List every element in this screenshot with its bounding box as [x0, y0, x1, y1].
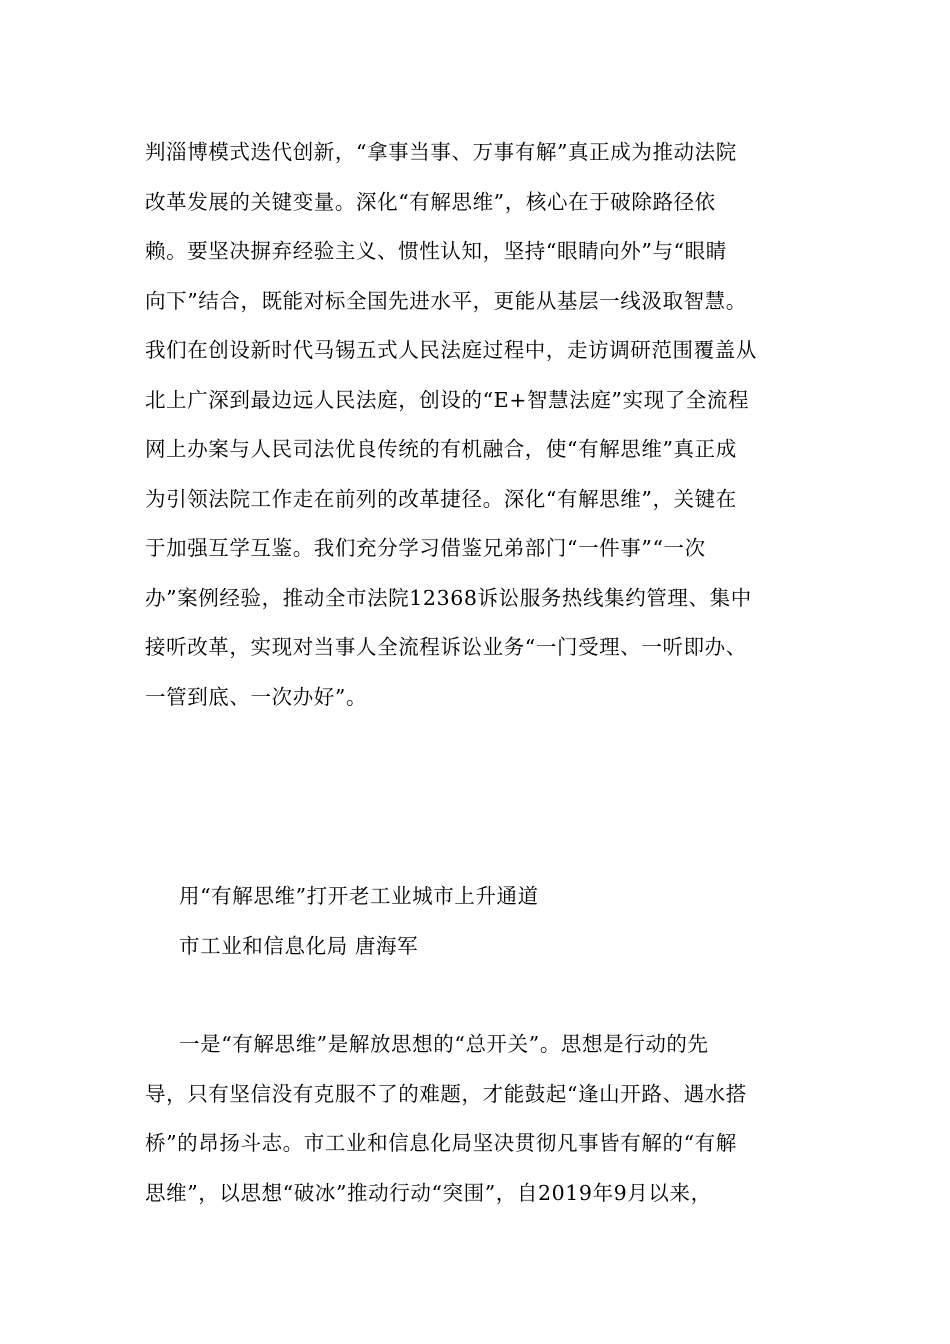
- text-line: 于加强互学互鉴。我们充分学习借鉴兄弟部门“一件事”“一次: [145, 536, 706, 560]
- text-line: 为引领法院工作走在前列的改革捷径。深化“有解思维”，关键在: [145, 486, 737, 511]
- text-line: 判淄博模式迭代创新，“拿事当事、万事有解”真正成为推动法院: [145, 140, 737, 164]
- article-title: 用“有解思维”打开老工业城市上升通道: [179, 884, 539, 908]
- text-line: 导，只有坚信没有克服不了的难题，才能鼓起“逢山开路、遇水搭: [145, 1081, 747, 1106]
- text-line: 办”案例经验，推动全市法院12368诉讼服务热线集约管理、集中: [145, 585, 752, 610]
- text-line: 一是“有解思维”是解放思想的“总开关”。思想是行动的先: [179, 1032, 709, 1056]
- text-line: 向下”结合，既能对标全国先进水平，更能从基层一线汲取智慧。: [145, 288, 747, 313]
- body-paragraph: [145, 1020, 805, 1218]
- text-line: 接听改革，实现对当事人全流程诉讼业务“一门受理、一听即办、: [145, 635, 747, 659]
- text-line: 一管到底、一次办好”。: [145, 684, 368, 709]
- text-line: 我们在创设新时代马锡五式人民法庭过程中，走访调研范围覆盖从: [145, 338, 757, 362]
- article-heading: [145, 872, 805, 971]
- article-byline: 市工业和信息化局 唐海军: [179, 933, 419, 958]
- text-line: 桥”的昂扬斗志。市工业和信息化局坚决贯彻凡事皆有解的“有解: [145, 1131, 737, 1155]
- text-line: 赖。要坚决摒弃经验主义、惯性认知，坚持“眼睛向外”与“眼睛: [145, 239, 727, 263]
- text-line: 网上办案与人民司法优良传统的有机融合，使“有解思维”真正成: [145, 437, 737, 461]
- text-line: 改革发展的关键变量。深化“有解思维”，核心在于破除路径依: [145, 189, 716, 214]
- text-line: 思维”，以思想“破冰”推动行动“突围”，自2019年9月以来，: [145, 1180, 712, 1205]
- body-paragraph: [145, 128, 805, 722]
- text-line: 北上广深到最边远人民法庭，创设的“E+智慧法庭”实现了全流程: [145, 387, 750, 412]
